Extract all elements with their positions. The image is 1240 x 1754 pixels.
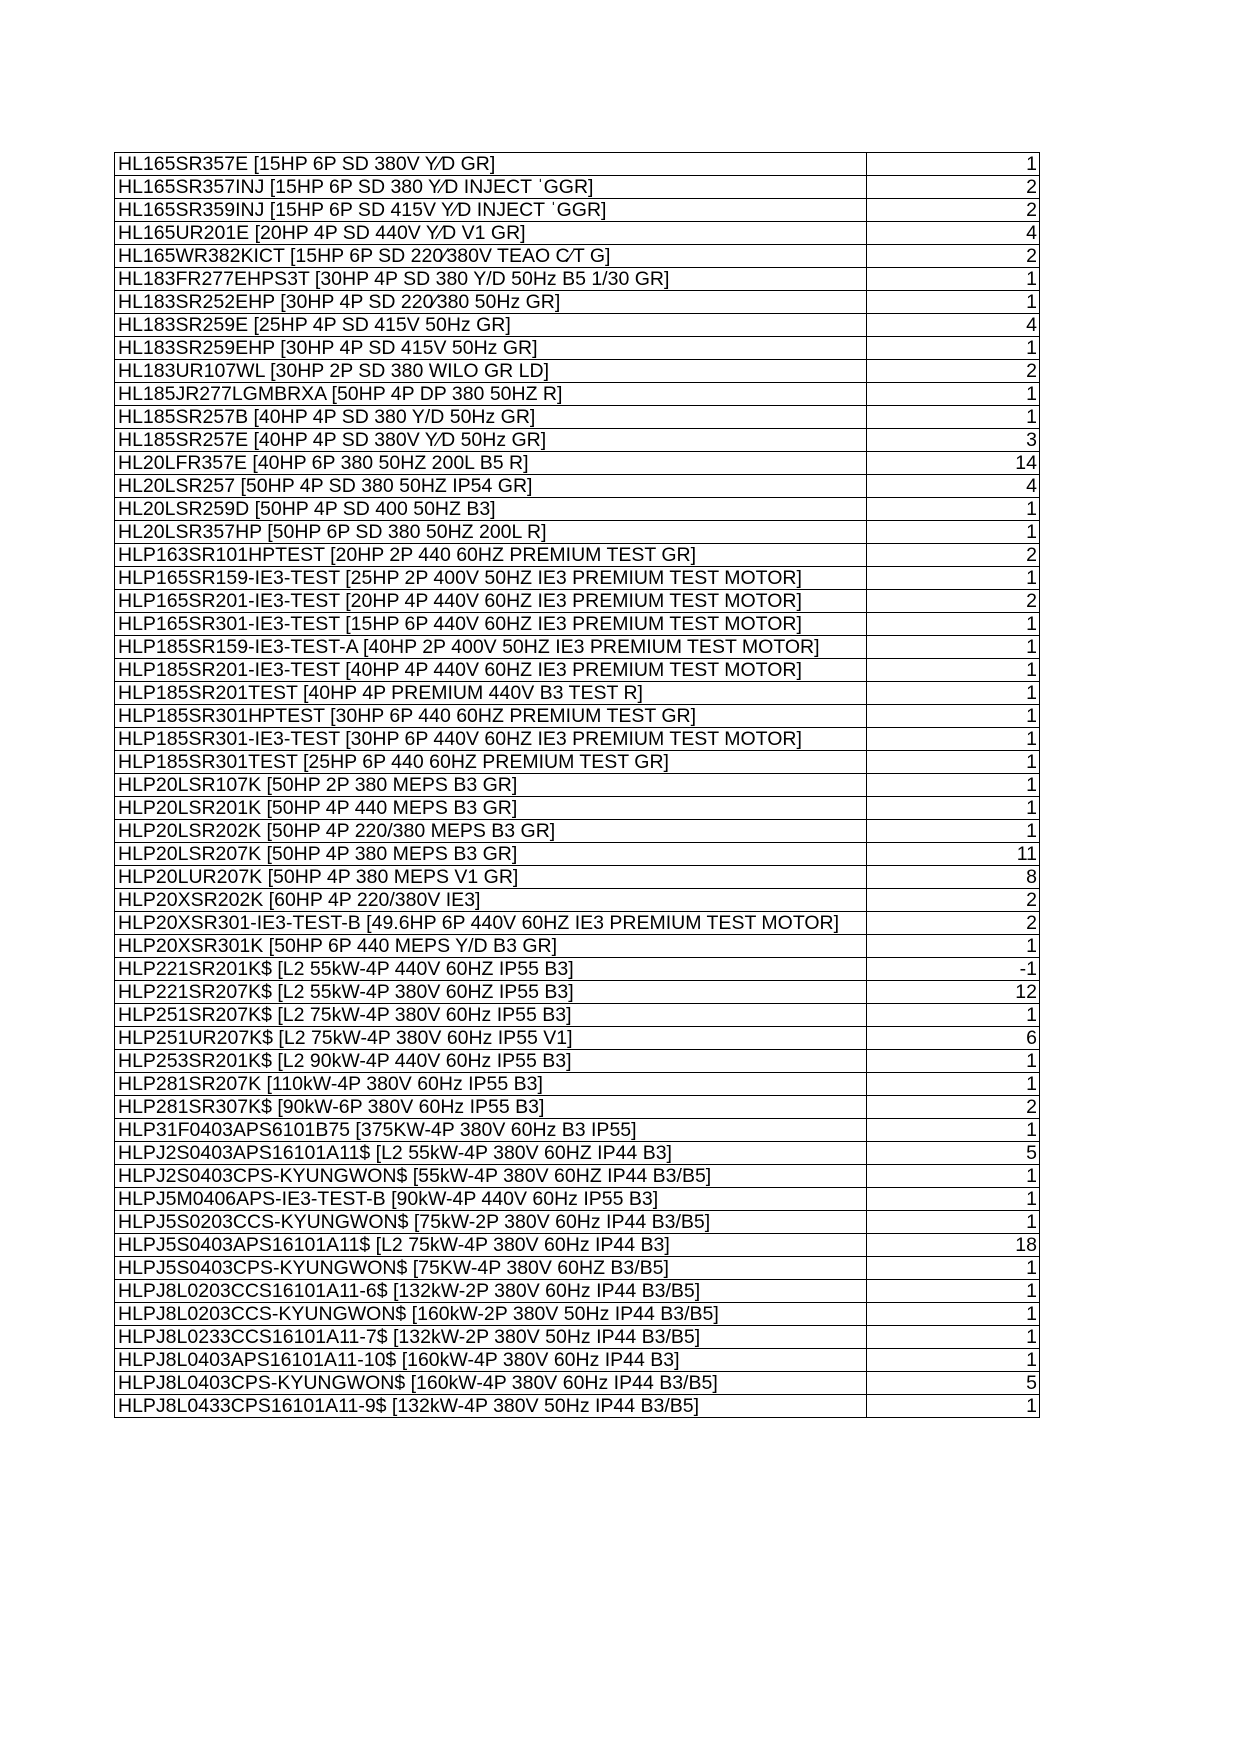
item-description: HLPJ8L0203CCS16101A11-6$ [132kW-2P 380V 60Hz IP44 B3/B5] [115, 1280, 867, 1303]
table-row [115, 981, 1040, 1004]
table-row [115, 383, 1040, 406]
table-row [115, 797, 1040, 820]
item-quantity: 5 [867, 1142, 1040, 1165]
table-row [115, 613, 1040, 636]
item-quantity: 1 [867, 797, 1040, 820]
table-row [115, 452, 1040, 475]
table-row [115, 843, 1040, 866]
table-row [115, 498, 1040, 521]
item-quantity: 2 [867, 889, 1040, 912]
item-description: HL165SR357E [15HP 6P SD 380V Y⁄D GR] [115, 153, 867, 176]
item-description: HL183SR252EHP [30HP 4P SD 220⁄380 50Hz GR] [115, 291, 867, 314]
item-description: HLPJ8L0233CCS16101A11-7$ [132kW-2P 380V 50Hz IP44 B3/B5] [115, 1326, 867, 1349]
item-quantity: 1 [867, 820, 1040, 843]
item-quantity: 1 [867, 291, 1040, 314]
item-quantity: 2 [867, 544, 1040, 567]
item-quantity: 1 [867, 774, 1040, 797]
table-row [115, 1188, 1040, 1211]
table-row [115, 935, 1040, 958]
item-description: HLP20XSR301K [50HP 6P 440 MEPS Y/D B3 GR] [115, 935, 867, 958]
item-quantity: 2 [867, 199, 1040, 222]
item-description: HLP20LSR107K [50HP 2P 380 MEPS B3 GR] [115, 774, 867, 797]
item-quantity: 1 [867, 1004, 1040, 1027]
item-description: HLP221SR201K$ [L2 55kW-4P 440V 60HZ IP55 B3] [115, 958, 867, 981]
table-row [115, 820, 1040, 843]
item-quantity: 6 [867, 1027, 1040, 1050]
item-quantity: 4 [867, 475, 1040, 498]
item-quantity: 1 [867, 1188, 1040, 1211]
item-quantity: 1 [867, 659, 1040, 682]
item-description: HLP163SR101HPTEST [20HP 2P 440 60HZ PREMIUM TEST GR] [115, 544, 867, 567]
item-description: HLPJ8L0403APS16101A11-10$ [160kW-4P 380V 60Hz IP44 B3] [115, 1349, 867, 1372]
item-description: HLPJ5S0403APS16101A11$ [L2 75kW-4P 380V 60Hz IP44 B3] [115, 1234, 867, 1257]
item-quantity: 11 [867, 843, 1040, 866]
item-quantity: 1 [867, 1119, 1040, 1142]
item-quantity: 1 [867, 406, 1040, 429]
item-quantity: 2 [867, 912, 1040, 935]
table-row [115, 406, 1040, 429]
item-quantity: 2 [867, 590, 1040, 613]
item-quantity: 1 [867, 1303, 1040, 1326]
item-description: HLP185SR301HPTEST [30HP 6P 440 60HZ PREMIUM TEST GR] [115, 705, 867, 728]
item-description: HLP20LSR201K [50HP 4P 440 MEPS B3 GR] [115, 797, 867, 820]
table-row [115, 659, 1040, 682]
item-quantity: 1 [867, 1073, 1040, 1096]
item-quantity: 1 [867, 1257, 1040, 1280]
item-quantity: 2 [867, 176, 1040, 199]
item-quantity: 1 [867, 521, 1040, 544]
item-quantity: 1 [867, 383, 1040, 406]
item-quantity: 1 [867, 935, 1040, 958]
item-quantity: 18 [867, 1234, 1040, 1257]
item-quantity: 1 [867, 1050, 1040, 1073]
item-quantity: 1 [867, 728, 1040, 751]
item-description: HLP20XSR202K [60HP 4P 220/380V IE3] [115, 889, 867, 912]
item-quantity: 5 [867, 1372, 1040, 1395]
item-description: HL165WR382KICT [15HP 6P SD 220⁄380V TEAO C⁄T G] [115, 245, 867, 268]
item-description: HLPJ5S0203CCS-KYUNGWON$ [75kW-2P 380V 60Hz IP44 B3/B5] [115, 1211, 867, 1234]
table-row [115, 429, 1040, 452]
item-description: HL165UR201E [20HP 4P SD 440V Y⁄D V1 GR] [115, 222, 867, 245]
item-description: HL185JR277LGMBRXA [50HP 4P DP 380 50HZ R] [115, 383, 867, 406]
table-row [115, 866, 1040, 889]
item-description: HL183FR277EHPS3T [30HP 4P SD 380 Y/D 50Hz B5 1/30 GR] [115, 268, 867, 291]
table-row [115, 1165, 1040, 1188]
table-row [115, 636, 1040, 659]
table-row [115, 1073, 1040, 1096]
item-description: HLP20XSR301-IE3-TEST-B [49.6HP 6P 440V 60HZ IE3 PREMIUM TEST MOTOR] [115, 912, 867, 935]
table-row [115, 245, 1040, 268]
item-description: HLPJ8L0433CPS16101A11-9$ [132kW-4P 380V 50Hz IP44 B3/B5] [115, 1395, 867, 1418]
table-row [115, 475, 1040, 498]
item-quantity: 1 [867, 567, 1040, 590]
table-row [115, 199, 1040, 222]
table-body [115, 153, 1040, 1418]
item-description: HLP185SR201TEST [40HP 4P PREMIUM 440V B3 TEST R] [115, 682, 867, 705]
item-description: HLP31F0403APS6101B75 [375KW-4P 380V 60Hz B3 IP55] [115, 1119, 867, 1142]
item-description: HLP20LUR207K [50HP 4P 380 MEPS V1 GR] [115, 866, 867, 889]
item-description: HLPJ2S0403APS16101A11$ [L2 55kW-4P 380V 60HZ IP44 B3] [115, 1142, 867, 1165]
item-quantity: 1 [867, 682, 1040, 705]
item-description: HLP221SR207K$ [L2 55kW-4P 380V 60HZ IP55 B3] [115, 981, 867, 1004]
item-description: HL20LSR257 [50HP 4P SD 380 50HZ IP54 GR] [115, 475, 867, 498]
item-description: HLPJ5M0406APS-IE3-TEST-B [90kW-4P 440V 60Hz IP55 B3] [115, 1188, 867, 1211]
table-row [115, 1142, 1040, 1165]
table-row [115, 222, 1040, 245]
stock-sheet [114, 152, 1039, 1418]
item-quantity: 14 [867, 452, 1040, 475]
table-row [115, 1096, 1040, 1119]
table-row [115, 1050, 1040, 1073]
item-quantity: 2 [867, 245, 1040, 268]
item-quantity: 1 [867, 268, 1040, 291]
table-row [115, 590, 1040, 613]
item-description: HLP251SR207K$ [L2 75kW-4P 380V 60Hz IP55 B3] [115, 1004, 867, 1027]
table-row [115, 774, 1040, 797]
item-description: HL20LSR259D [50HP 4P SD 400 50HZ B3] [115, 498, 867, 521]
item-quantity: 1 [867, 1349, 1040, 1372]
item-description: HLPJ5S0403CPS-KYUNGWON$ [75KW-4P 380V 60HZ B3/B5] [115, 1257, 867, 1280]
item-description: HLP281SR207K [110kW-4P 380V 60Hz IP55 B3] [115, 1073, 867, 1096]
table-row [115, 567, 1040, 590]
item-quantity: -1 [867, 958, 1040, 981]
table-row [115, 314, 1040, 337]
item-quantity: 1 [867, 636, 1040, 659]
item-description: HLP281SR307K$ [90kW-6P 380V 60Hz IP55 B3] [115, 1096, 867, 1119]
table-row [115, 1211, 1040, 1234]
table-row [115, 751, 1040, 774]
item-description: HLPJ8L0403CPS-KYUNGWON$ [160kW-4P 380V 60Hz IP44 B3/B5] [115, 1372, 867, 1395]
table-row [115, 521, 1040, 544]
table-row [115, 1395, 1040, 1418]
item-description: HLP165SR301-IE3-TEST [15HP 6P 440V 60HZ IE3 PREMIUM TEST MOTOR] [115, 613, 867, 636]
table-row [115, 1349, 1040, 1372]
item-description: HLP253SR201K$ [L2 90kW-4P 440V 60Hz IP55 B3] [115, 1050, 867, 1073]
table-row [115, 153, 1040, 176]
item-description: HLP251UR207K$ [L2 75kW-4P 380V 60Hz IP55 V1] [115, 1027, 867, 1050]
item-description: HLP165SR201-IE3-TEST [20HP 4P 440V 60HZ IE3 PREMIUM TEST MOTOR] [115, 590, 867, 613]
table-row [115, 1303, 1040, 1326]
item-quantity: 1 [867, 1165, 1040, 1188]
item-description: HLPJ8L0203CCS-KYUNGWON$ [160kW-2P 380V 50Hz IP44 B3/B5] [115, 1303, 867, 1326]
table-row [115, 544, 1040, 567]
item-quantity: 1 [867, 705, 1040, 728]
table-row [115, 176, 1040, 199]
item-quantity: 12 [867, 981, 1040, 1004]
item-quantity: 3 [867, 429, 1040, 452]
item-description: HLPJ2S0403CPS-KYUNGWON$ [55kW-4P 380V 60HZ IP44 B3/B5] [115, 1165, 867, 1188]
item-description: HL185SR257E [40HP 4P SD 380V Y⁄D 50Hz GR] [115, 429, 867, 452]
table-row [115, 1234, 1040, 1257]
item-description: HL183UR107WL [30HP 2P SD 380 WILO GR LD] [115, 360, 867, 383]
item-description: HL183SR259E [25HP 4P SD 415V 50Hz GR] [115, 314, 867, 337]
item-quantity: 4 [867, 222, 1040, 245]
table-row [115, 291, 1040, 314]
table-row [115, 958, 1040, 981]
table-row [115, 1326, 1040, 1349]
item-quantity: 1 [867, 337, 1040, 360]
item-quantity: 1 [867, 613, 1040, 636]
table-row [115, 912, 1040, 935]
item-quantity: 1 [867, 1395, 1040, 1418]
item-description: HL20LFR357E [40HP 6P 380 50HZ 200L B5 R] [115, 452, 867, 475]
item-quantity: 1 [867, 498, 1040, 521]
table-row [115, 705, 1040, 728]
item-quantity: 2 [867, 1096, 1040, 1119]
item-quantity: 1 [867, 1211, 1040, 1234]
table-row [115, 728, 1040, 751]
item-quantity: 8 [867, 866, 1040, 889]
inventory-table [114, 152, 1040, 1418]
table-row [115, 889, 1040, 912]
table-row [115, 682, 1040, 705]
table-row [115, 1257, 1040, 1280]
table-row [115, 1027, 1040, 1050]
table-row [115, 1280, 1040, 1303]
table-row [115, 1372, 1040, 1395]
item-description: HLP185SR201-IE3-TEST [40HP 4P 440V 60HZ IE3 PREMIUM TEST MOTOR] [115, 659, 867, 682]
table-row [115, 360, 1040, 383]
item-description: HL183SR259EHP [30HP 4P SD 415V 50Hz GR] [115, 337, 867, 360]
item-quantity: 4 [867, 314, 1040, 337]
item-description: HLP185SR301TEST [25HP 6P 440 60HZ PREMIUM TEST GR] [115, 751, 867, 774]
item-description: HLP20LSR207K [50HP 4P 380 MEPS B3 GR] [115, 843, 867, 866]
table-row [115, 268, 1040, 291]
table-row [115, 337, 1040, 360]
item-quantity: 1 [867, 751, 1040, 774]
item-description: HL20LSR357HP [50HP 6P SD 380 50HZ 200L R] [115, 521, 867, 544]
item-description: HLP20LSR202K [50HP 4P 220/380 MEPS B3 GR] [115, 820, 867, 843]
item-description: HLP165SR159-IE3-TEST [25HP 2P 400V 50HZ IE3 PREMIUM TEST MOTOR] [115, 567, 867, 590]
item-description: HLP185SR159-IE3-TEST-A [40HP 2P 400V 50HZ IE3 PREMIUM TEST MOTOR] [115, 636, 867, 659]
item-description: HL165SR357INJ [15HP 6P SD 380 Y⁄D INJECT ˈGGR] [115, 176, 867, 199]
item-description: HL165SR359INJ [15HP 6P SD 415V Y⁄D INJECT ˈGGR] [115, 199, 867, 222]
table-row [115, 1119, 1040, 1142]
item-quantity: 1 [867, 1326, 1040, 1349]
item-description: HL185SR257B [40HP 4P SD 380 Y/D 50Hz GR] [115, 406, 867, 429]
table-row [115, 1004, 1040, 1027]
item-quantity: 1 [867, 153, 1040, 176]
item-quantity: 1 [867, 1280, 1040, 1303]
item-description: HLP185SR301-IE3-TEST [30HP 6P 440V 60HZ IE3 PREMIUM TEST MOTOR] [115, 728, 867, 751]
item-quantity: 2 [867, 360, 1040, 383]
